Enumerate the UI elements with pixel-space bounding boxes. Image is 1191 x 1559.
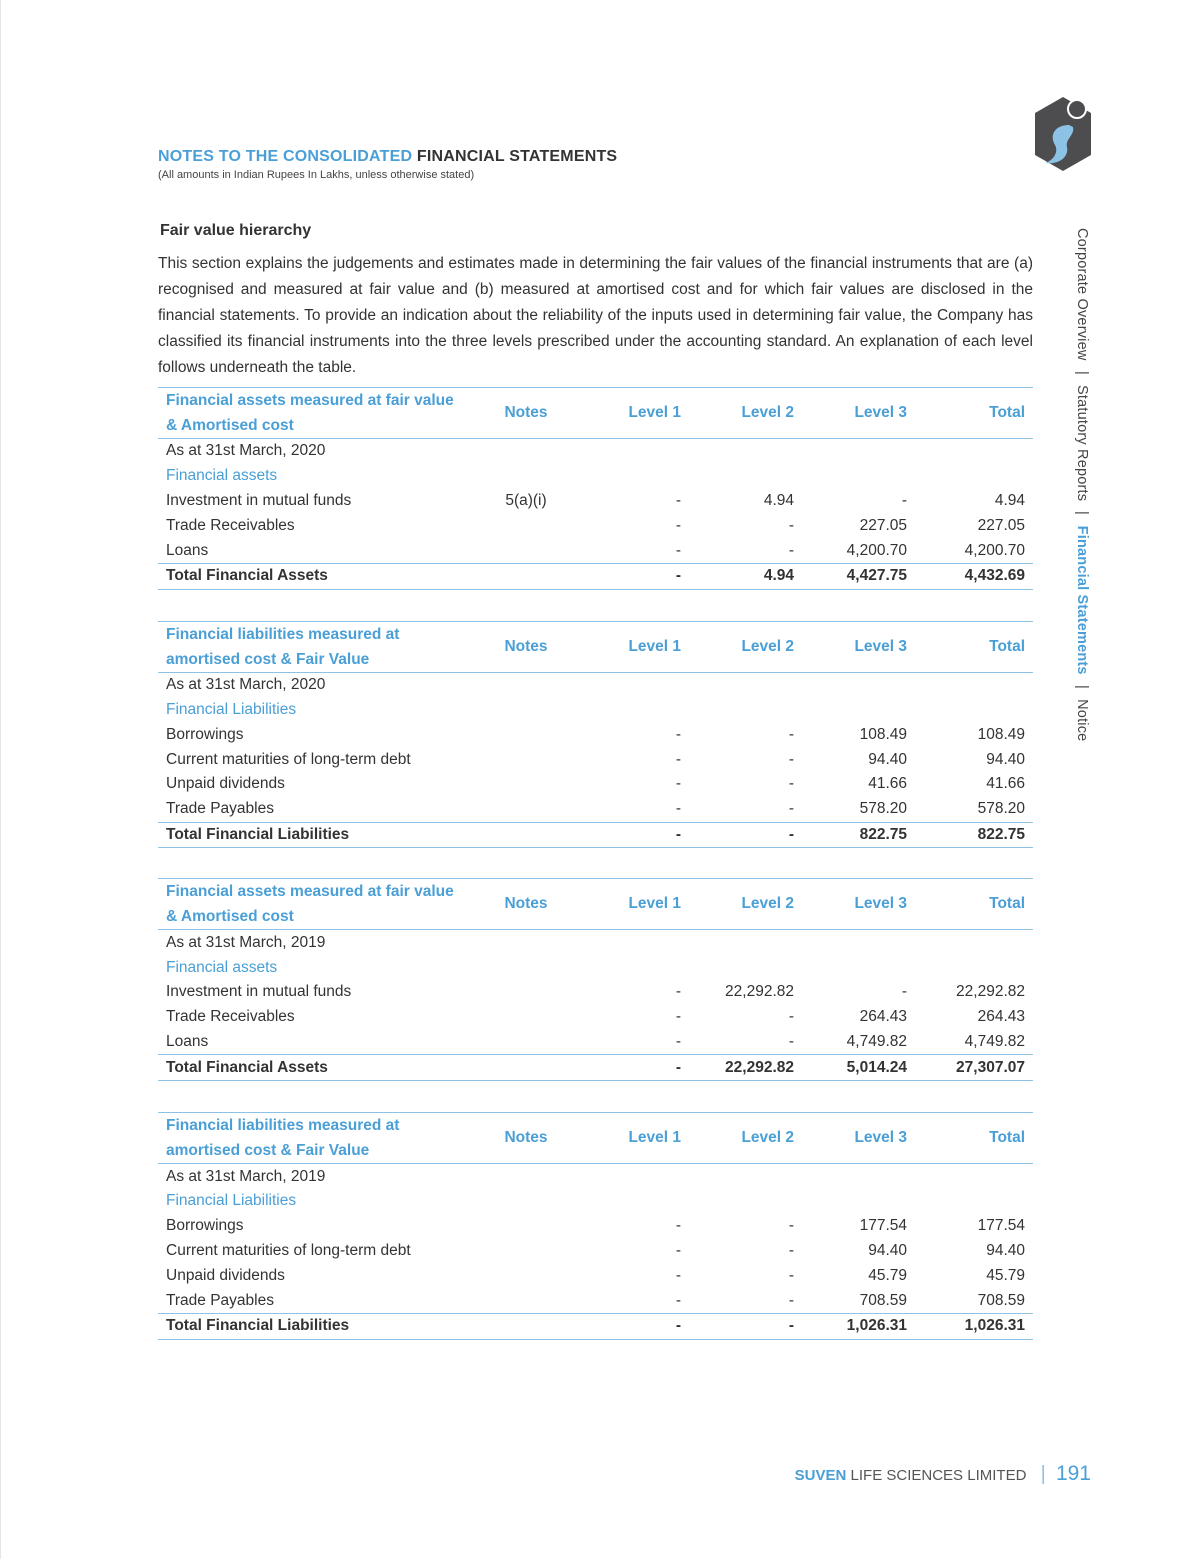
empty-cell (576, 930, 689, 955)
table-row (158, 797, 1033, 822)
fair-value-table (158, 621, 1033, 849)
empty-cell (802, 1189, 915, 1214)
row-value: 177.54 (859, 1217, 907, 1235)
row-value: 41.66 (986, 775, 1025, 793)
empty-cell (576, 698, 689, 723)
row-value: 4,200.70 (964, 541, 1025, 559)
table-row (158, 722, 1033, 747)
total-label: Total Financial Assets (158, 563, 476, 589)
row-label: Current maturities of long-term debt (166, 750, 411, 768)
total-value: - (576, 1313, 689, 1339)
column-header: Level 1 (576, 388, 689, 439)
row-value: - (675, 983, 681, 1001)
total-value (476, 1313, 576, 1339)
row-value: - (675, 1241, 681, 1259)
row-value: 45.79 (868, 1266, 907, 1284)
row-value: 708.59 (859, 1291, 907, 1309)
group-row (158, 698, 1033, 723)
row-value: - (788, 1008, 794, 1026)
row-value: 4,200.70 (846, 541, 907, 559)
empty-cell (476, 464, 576, 489)
column-header: Total (915, 621, 1033, 672)
row-value: 22,292.82 (725, 983, 794, 1001)
column-header: Notes (476, 388, 576, 439)
row-label: Loans (166, 541, 209, 559)
column-header: Level 3 (802, 1113, 915, 1164)
row-value: - (675, 516, 681, 534)
table-header-row (158, 879, 1033, 930)
row-value (476, 1288, 576, 1313)
row-value: 578.20 (859, 800, 907, 818)
total-value: 27,307.07 (915, 1055, 1033, 1081)
total-value: - (689, 822, 802, 848)
total-row (158, 563, 1033, 589)
empty-cell (915, 672, 1033, 697)
footer-divider: | (1040, 1463, 1046, 1485)
row-value: - (675, 1266, 681, 1284)
row-value: - (788, 800, 794, 818)
row-value (476, 1005, 576, 1030)
empty-cell (689, 1189, 802, 1214)
row-value: 108.49 (859, 725, 907, 743)
empty-cell (689, 439, 802, 464)
as-at-label: As at 31st March, 2020 (166, 676, 326, 694)
empty-cell (476, 672, 576, 697)
row-value: 108.49 (977, 725, 1025, 743)
page-title (158, 148, 617, 166)
row-value (476, 1263, 576, 1288)
row-value (476, 747, 576, 772)
total-value: 1,026.31 (915, 1313, 1033, 1339)
group-row (158, 1189, 1033, 1214)
total-value: - (576, 822, 689, 848)
group-row (158, 464, 1033, 489)
table-spacer (158, 590, 1033, 621)
row-value: - (788, 725, 794, 743)
empty-cell (476, 930, 576, 955)
row-value: - (675, 800, 681, 818)
empty-cell (576, 1189, 689, 1214)
empty-cell (802, 672, 915, 697)
empty-cell (689, 698, 802, 723)
as-at-row (158, 930, 1033, 955)
row-value: - (788, 1032, 794, 1050)
empty-cell (802, 698, 915, 723)
row-value (476, 980, 576, 1005)
row-value: - (675, 1008, 681, 1026)
column-header: Total (915, 388, 1033, 439)
total-value: 822.75 (802, 822, 915, 848)
empty-cell (576, 464, 689, 489)
row-value: 5(a)(i) (505, 491, 547, 509)
side-nav-statutory-reports[interactable]: Statutory Reports (1074, 384, 1090, 502)
total-label: Total Financial Liabilities (158, 822, 476, 848)
empty-cell (689, 464, 802, 489)
side-nav (1062, 228, 1102, 768)
table-row (158, 772, 1033, 797)
table-row (158, 980, 1033, 1005)
row-value: 264.43 (859, 1008, 907, 1026)
table-row (158, 1005, 1033, 1030)
row-value: - (675, 541, 681, 559)
as-at-row (158, 1164, 1033, 1189)
row-value: - (675, 775, 681, 793)
table-header-row (158, 388, 1033, 439)
empty-cell (576, 439, 689, 464)
row-value: - (788, 1241, 794, 1259)
row-value (476, 1239, 576, 1264)
row-value: 708.59 (977, 1291, 1025, 1309)
column-header: Level 2 (689, 879, 802, 930)
total-value: - (689, 1313, 802, 1339)
table-row (158, 1288, 1033, 1313)
row-label: Borrowings (166, 1217, 244, 1235)
row-value: - (788, 775, 794, 793)
table-header-row (158, 1113, 1033, 1164)
fair-value-table (158, 1112, 1033, 1340)
row-label: Borrowings (166, 725, 244, 743)
row-value: 94.40 (986, 1241, 1025, 1259)
empty-cell (689, 1164, 802, 1189)
table-spacer (158, 1081, 1033, 1112)
group-label: Financial assets (166, 958, 278, 976)
row-value: - (788, 1266, 794, 1284)
side-nav-separator: | (1074, 684, 1090, 689)
column-header: Notes (476, 879, 576, 930)
group-label: Financial Liabilities (166, 700, 297, 718)
row-value: 41.66 (868, 775, 907, 793)
side-nav-separator: | (1074, 511, 1090, 516)
fair-value-table (158, 387, 1033, 590)
table-header-label: Financial assets measured at fair value & Amortised cost (158, 879, 476, 930)
row-value: - (788, 750, 794, 768)
row-value: 578.20 (977, 800, 1025, 818)
total-label: Total Financial Assets (158, 1055, 476, 1081)
row-label: Trade Receivables (166, 516, 295, 534)
total-value: 1,026.31 (802, 1313, 915, 1339)
side-nav-financial-statements[interactable]: Financial Statements (1074, 525, 1090, 675)
row-label: Unpaid dividends (166, 775, 285, 793)
row-value (476, 513, 576, 538)
total-value (476, 822, 576, 848)
column-header: Total (915, 1113, 1033, 1164)
side-nav-separator: | (1074, 370, 1090, 375)
column-header: Notes (476, 621, 576, 672)
section-paragraph: This section explains the judgements and estimates made in determining the fair values of the financial instruments that are (a) recognised and measured at fair value and (b) measured at amortised cost and for which fair values are disclosed in the financial statements. To provide an indication about the reliability of the inputs used in determining fair value, the Company has classified its financial instruments into the three levels prescribed under the accounting standard. An explanation of each level follows underneath the table. (158, 255, 1033, 376)
total-value: 22,292.82 (689, 1055, 802, 1081)
row-value: - (901, 491, 907, 509)
row-value (476, 538, 576, 563)
total-value: 4,432.69 (915, 563, 1033, 589)
row-label: Trade Payables (166, 1291, 274, 1309)
empty-cell (576, 955, 689, 980)
empty-cell (689, 955, 802, 980)
total-value: 5,014.24 (802, 1055, 915, 1081)
page-footer (795, 1462, 1091, 1486)
row-label: Current maturities of long-term debt (166, 1241, 411, 1259)
row-value: 4,749.82 (964, 1032, 1025, 1050)
table-row (158, 1263, 1033, 1288)
empty-cell (915, 955, 1033, 980)
row-value: - (788, 541, 794, 559)
row-value (476, 722, 576, 747)
column-header: Total (915, 879, 1033, 930)
row-value: 94.40 (868, 750, 907, 768)
row-value: 94.40 (868, 1241, 907, 1259)
column-header: Level 3 (802, 621, 915, 672)
total-value (476, 1055, 576, 1081)
page-header (158, 148, 617, 181)
row-label: Trade Receivables (166, 1008, 295, 1026)
empty-cell (689, 930, 802, 955)
main-content (158, 222, 1033, 1340)
total-value: - (576, 1055, 689, 1081)
title-accent: NOTES TO THE CONSOLIDATED (158, 148, 413, 165)
as-at-label: As at 31st March, 2019 (166, 1167, 326, 1185)
column-header: Level 1 (576, 621, 689, 672)
fair-value-tables (158, 387, 1033, 1340)
empty-cell (915, 1164, 1033, 1189)
empty-cell (476, 439, 576, 464)
table-row (158, 1239, 1033, 1264)
side-nav-corporate-overview[interactable]: Corporate Overview (1074, 228, 1090, 361)
row-value: 227.05 (977, 516, 1025, 534)
total-label: Total Financial Liabilities (158, 1313, 476, 1339)
row-value (476, 772, 576, 797)
row-value (476, 797, 576, 822)
suven-logo-icon (1033, 95, 1093, 173)
row-value: - (675, 1032, 681, 1050)
row-value: 4.94 (763, 491, 794, 509)
total-row (158, 1313, 1033, 1339)
empty-cell (576, 672, 689, 697)
row-label: Loans (166, 1032, 209, 1050)
total-value: 822.75 (915, 822, 1033, 848)
table-header-row (158, 621, 1033, 672)
empty-cell (802, 439, 915, 464)
total-value: 4.94 (689, 563, 802, 589)
row-value: - (675, 1217, 681, 1235)
row-value: - (788, 516, 794, 534)
column-header: Notes (476, 1113, 576, 1164)
column-header: Level 2 (689, 621, 802, 672)
row-value: 94.40 (986, 750, 1025, 768)
group-label: Financial Liabilities (166, 1192, 297, 1210)
row-label: Trade Payables (166, 800, 274, 818)
row-value: - (675, 1291, 681, 1309)
table-spacer (158, 848, 1033, 878)
row-value: - (675, 725, 681, 743)
total-value: 4,427.75 (802, 563, 915, 589)
column-header: Level 2 (689, 1113, 802, 1164)
row-value (476, 1030, 576, 1055)
row-value: 4,749.82 (846, 1032, 907, 1050)
row-label: Unpaid dividends (166, 1266, 285, 1284)
row-value (476, 1214, 576, 1239)
table-row (158, 513, 1033, 538)
column-header: Level 2 (689, 388, 802, 439)
row-label: Investment in mutual funds (166, 491, 352, 509)
table-row (158, 538, 1033, 563)
table-row (158, 747, 1033, 772)
empty-cell (476, 698, 576, 723)
empty-cell (576, 1164, 689, 1189)
section-title: Fair value hierarchy (160, 222, 312, 239)
column-header: Level 3 (802, 388, 915, 439)
row-value: 22,292.82 (956, 983, 1025, 1001)
table-row (158, 489, 1033, 514)
group-label: Financial assets (166, 467, 278, 485)
as-at-label: As at 31st March, 2019 (166, 933, 326, 951)
as-at-row (158, 439, 1033, 464)
row-value: - (788, 1291, 794, 1309)
row-value: 45.79 (986, 1266, 1025, 1284)
empty-cell (689, 672, 802, 697)
column-header: Level 1 (576, 1113, 689, 1164)
empty-cell (476, 1189, 576, 1214)
total-value (476, 563, 576, 589)
row-value: - (788, 1217, 794, 1235)
empty-cell (802, 1164, 915, 1189)
footer-company-bold: SUVEN (794, 1467, 847, 1484)
total-value: - (576, 563, 689, 589)
page-number: 191 (1055, 1462, 1091, 1485)
row-value: 4.94 (994, 491, 1025, 509)
row-value: 227.05 (859, 516, 907, 534)
side-nav-notice[interactable]: Notice (1074, 699, 1090, 742)
table-header-label: Financial liabilities measured at amortised cost & Fair Value (158, 1113, 476, 1164)
empty-cell (915, 464, 1033, 489)
row-value: 264.43 (977, 1008, 1025, 1026)
page-subtitle: (All amounts in Indian Rupees In Lakhs, unless otherwise stated) (158, 169, 475, 181)
row-value: - (675, 750, 681, 768)
total-row (158, 1055, 1033, 1081)
row-label: Investment in mutual funds (166, 983, 352, 1001)
empty-cell (802, 955, 915, 980)
as-at-label: As at 31st March, 2020 (166, 442, 326, 460)
table-row (158, 1214, 1033, 1239)
empty-cell (915, 439, 1033, 464)
empty-cell (476, 1164, 576, 1189)
as-at-row (158, 672, 1033, 697)
column-header: Level 1 (576, 879, 689, 930)
empty-cell (476, 955, 576, 980)
fair-value-table (158, 878, 1033, 1081)
column-header: Level 3 (802, 879, 915, 930)
footer-company-rest: LIFE SCIENCES LIMITED (850, 1467, 1027, 1484)
row-value: - (901, 983, 907, 1001)
table-header-label: Financial assets measured at fair value & Amortised cost (158, 388, 476, 439)
total-row (158, 822, 1033, 848)
empty-cell (915, 930, 1033, 955)
row-value: - (675, 491, 681, 509)
table-header-label: Financial liabilities measured at amortised cost & Fair Value (158, 621, 476, 672)
empty-cell (802, 464, 915, 489)
title-main: FINANCIAL STATEMENTS (416, 148, 618, 165)
empty-cell (802, 930, 915, 955)
empty-cell (915, 698, 1033, 723)
empty-cell (915, 1189, 1033, 1214)
table-row (158, 1030, 1033, 1055)
row-value: 177.54 (977, 1217, 1025, 1235)
page-edge (0, 0, 1, 1559)
group-row (158, 955, 1033, 980)
